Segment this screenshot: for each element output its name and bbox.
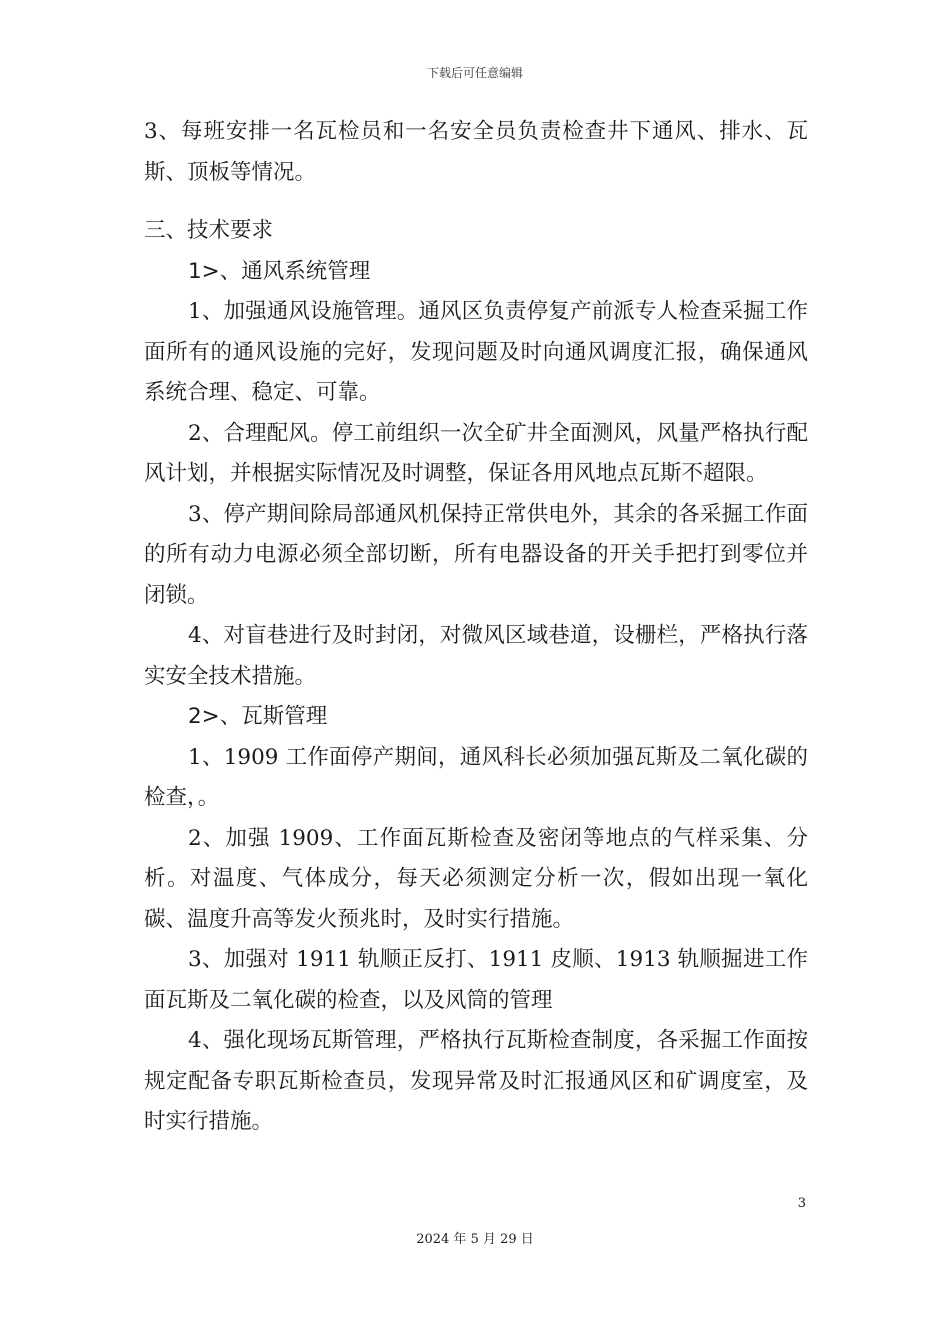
page-header: 下载后可任意编辑	[426, 66, 523, 80]
list-item: 3、加强对 1911 轨顺正反打、1911 皮顺、1913 轨顺掘进工作面瓦斯及二氧化碳的检查，以及风筒的管理	[144, 947, 808, 1013]
list-item: 4、对盲巷进行及时封闭，对微风区域巷道，设栅栏，严格执行落实安全技术措施。	[144, 623, 808, 689]
document-body	[144, 112, 808, 1143]
page-footer-date: 2024 年 5 月 29 日	[416, 1232, 534, 1247]
subsection-heading-ventilation: 1>、通风系统管理	[188, 258, 371, 284]
subsection-heading-gas: 2>、瓦斯管理	[188, 704, 328, 729]
section-title: 三、技术要求	[144, 218, 274, 243]
list-item: 1、加强通风设施管理。通风区负责停复产前派专人检查采掘工作面所有的通风设施的完好，发现问题及时向通风调度汇报，确保通风系统合理、稳定、可靠。	[144, 299, 808, 405]
list-item: 4、强化现场瓦斯管理，严格执行瓦斯检查制度，各采掘工作面按规定配备专职瓦斯检查员，发现异常及时汇报通风区和矿调度室，及时实行措施。	[144, 1028, 808, 1134]
list-item: 1、1909 工作面停产期间，通风科长必须加强瓦斯及二氧化碳的检查，。	[144, 744, 808, 810]
intro-paragraph: 3、每班安排一名瓦检员和一名安全员负责检查井下通风、排水、瓦斯、顶板等情况。	[144, 119, 808, 185]
list-item: 3、停产期间除局部通风机保持正常供电外，其余的各采掘工作面的所有动力电源必须全部切断，所有电器设备的开关手把打到零位并闭锁。	[144, 501, 808, 608]
page-number: 3	[797, 1196, 806, 1211]
list-item: 2、加强 1909、工作面瓦斯检查及密闭等地点的气样采集、分析。对温度、气体成分，每天必须测定分析一次，假如出现一氧化碳、温度升高等发火预兆时，及时实行措施。	[144, 825, 808, 932]
list-item: 2、合理配风。停工前组织一次全矿井全面测风，风量严格执行配风计划，并根据实际情况及时调整，保证各用风地点瓦斯不超限。	[144, 420, 808, 486]
